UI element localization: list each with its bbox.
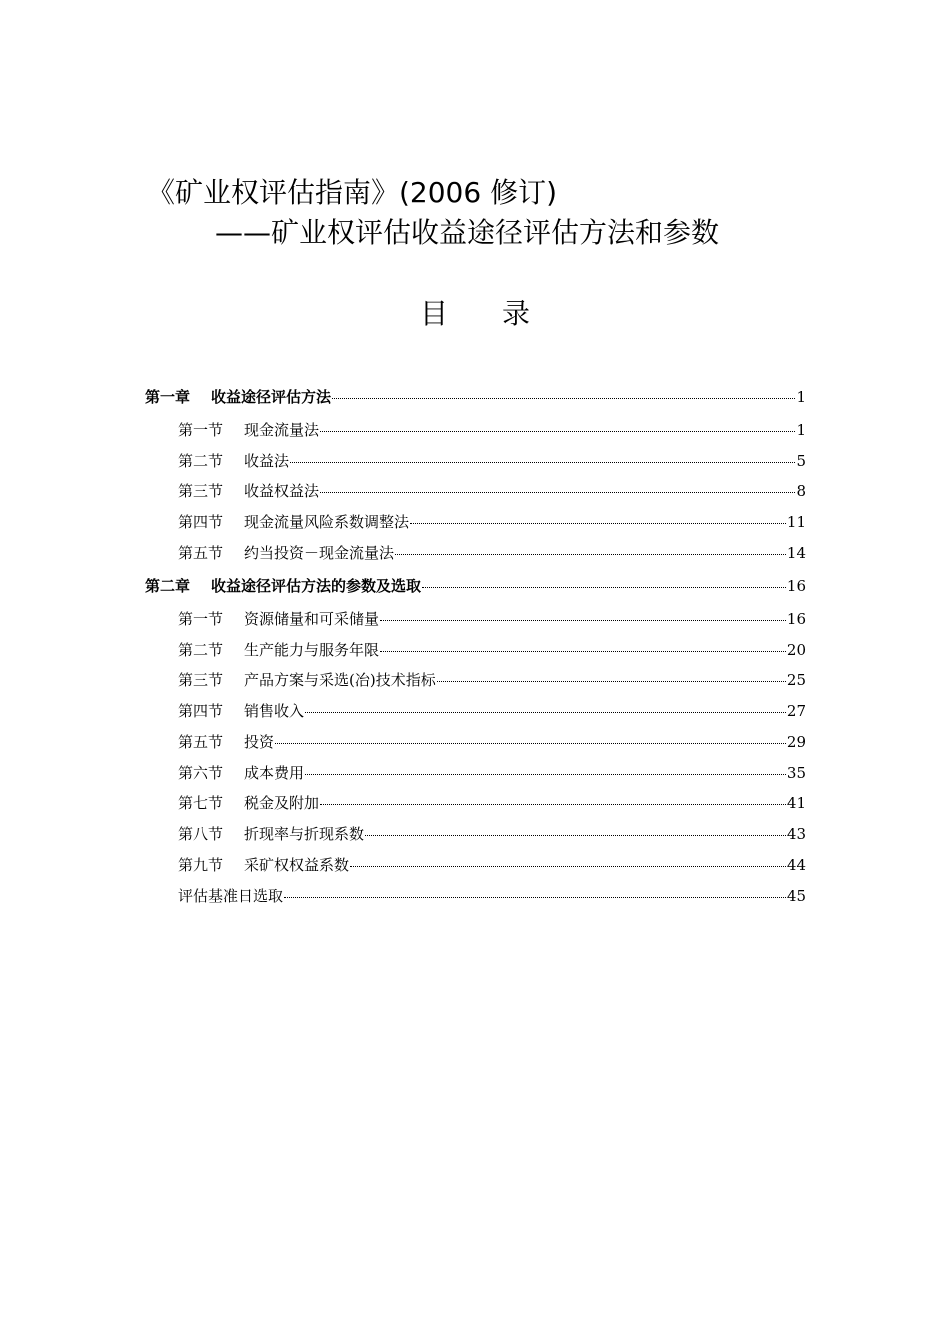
toc-entry-page: 20 — [786, 641, 806, 659]
toc-entry-number: 第六节 — [178, 764, 224, 782]
toc-heading-char1: 目 — [419, 297, 448, 330]
toc-dot-leader — [305, 712, 786, 713]
toc-section-entry[interactable] — [178, 886, 806, 906]
toc-dot-leader — [380, 620, 786, 621]
toc-dot-leader — [290, 462, 795, 463]
toc-entry-number: 第二章 — [145, 577, 191, 595]
toc-entry-title: 收益途径评估方法 — [211, 388, 332, 406]
toc-section-entry[interactable] — [178, 512, 806, 532]
toc-section-entry[interactable] — [178, 824, 806, 844]
toc-entry-title: 现金流量法 — [244, 421, 320, 439]
toc-entry-title: 采矿权权益系数 — [244, 856, 350, 874]
toc-entry-page: 43 — [786, 825, 806, 843]
toc-section-entry[interactable] — [178, 640, 806, 660]
toc-section-entry[interactable] — [178, 481, 806, 501]
toc-section-entry[interactable] — [178, 609, 806, 629]
toc-entry-title: 生产能力与服务年限 — [244, 641, 380, 659]
toc-entry-title: 资源储量和可采储量 — [244, 610, 380, 628]
toc-entry-number: 第三节 — [178, 671, 224, 689]
document-title-line2: ——矿业权评估收益途径评估方法和参数 — [215, 216, 720, 249]
toc-entry-number: 第五节 — [178, 544, 224, 562]
toc-section-entry[interactable] — [178, 855, 806, 875]
toc-entry-number: 第一节 — [178, 421, 224, 439]
toc-entry-number: 第四节 — [178, 513, 224, 531]
toc-entry-number: 第二节 — [178, 641, 224, 659]
toc-entry-title: 收益法 — [244, 452, 290, 470]
toc-entry-title: 约当投资－现金流量法 — [244, 544, 395, 562]
toc-dot-leader — [365, 835, 786, 836]
toc-entry-title: 折现率与折现系数 — [244, 825, 365, 843]
toc-dot-leader — [332, 398, 795, 399]
toc-entry-page: 14 — [786, 544, 806, 562]
toc-entry-page: 16 — [786, 577, 806, 595]
toc-entry-title: 评估基准日选取 — [178, 887, 284, 905]
toc-entry-page: 41 — [786, 794, 806, 812]
toc-section-entry[interactable] — [178, 763, 806, 783]
toc-dot-leader — [410, 523, 786, 524]
toc-entry-page: 25 — [786, 671, 806, 689]
toc-entry-number: 第一章 — [145, 388, 191, 406]
toc-entry-page: 35 — [786, 764, 806, 782]
toc-entry-title: 产品方案与采选(冶)技术指标 — [244, 671, 436, 689]
toc-entry-title: 收益途径评估方法的参数及选取 — [211, 577, 422, 595]
toc-chapter-entry[interactable] — [145, 576, 806, 596]
toc-entry-number: 第三节 — [178, 482, 224, 500]
toc-section-entry[interactable] — [178, 420, 806, 440]
toc-dot-leader — [395, 554, 786, 555]
toc-entry-title: 投资 — [244, 733, 275, 751]
toc-entry-page: 1 — [796, 388, 806, 406]
toc-section-entry[interactable] — [178, 670, 806, 690]
toc-section-entry[interactable] — [178, 701, 806, 721]
toc-entry-number: 第五节 — [178, 733, 224, 751]
toc-dot-leader — [320, 431, 795, 432]
toc-dot-leader — [380, 651, 786, 652]
toc-entry-page: 8 — [796, 482, 806, 500]
toc-dot-leader — [284, 897, 786, 898]
toc-section-entry[interactable] — [178, 451, 806, 471]
document-title-line1: 《矿业权评估指南》(2006 修订) — [147, 176, 558, 209]
toc-dot-leader — [305, 774, 786, 775]
toc-chapter-entry[interactable] — [145, 387, 806, 407]
toc-entry-number: 第二节 — [178, 452, 224, 470]
toc-entry-number: 第七节 — [178, 794, 224, 812]
toc-entry-page: 11 — [786, 513, 806, 531]
toc-section-entry[interactable] — [178, 732, 806, 752]
toc-entry-number: 第一节 — [178, 610, 224, 628]
toc-dot-leader — [320, 804, 786, 805]
toc-dot-leader — [422, 587, 786, 588]
toc-section-entry[interactable] — [178, 793, 806, 813]
toc-entry-page: 44 — [786, 856, 806, 874]
toc-entry-title: 成本费用 — [244, 764, 305, 782]
toc-entry-page: 5 — [796, 452, 806, 470]
toc-entry-title: 现金流量风险系数调整法 — [244, 513, 410, 531]
toc-dot-leader — [320, 492, 795, 493]
toc-dot-leader — [350, 866, 786, 867]
toc-entry-title: 税金及附加 — [244, 794, 320, 812]
toc-entry-page: 1 — [796, 421, 806, 439]
toc-entry-number: 第九节 — [178, 856, 224, 874]
toc-entry-page: 45 — [786, 887, 806, 905]
toc-heading — [0, 294, 950, 334]
toc-entry-number: 第八节 — [178, 825, 224, 843]
toc-entry-page: 27 — [786, 702, 806, 720]
toc-dot-leader — [275, 743, 786, 744]
toc-entry-page: 29 — [786, 733, 806, 751]
toc-entry-title: 销售收入 — [244, 702, 305, 720]
toc-entry-page: 16 — [786, 610, 806, 628]
toc-heading-char2: 录 — [502, 297, 531, 330]
toc-entry-number: 第四节 — [178, 702, 224, 720]
toc-entry-title: 收益权益法 — [244, 482, 320, 500]
toc-section-entry[interactable] — [178, 543, 806, 563]
toc-dot-leader — [437, 681, 786, 682]
